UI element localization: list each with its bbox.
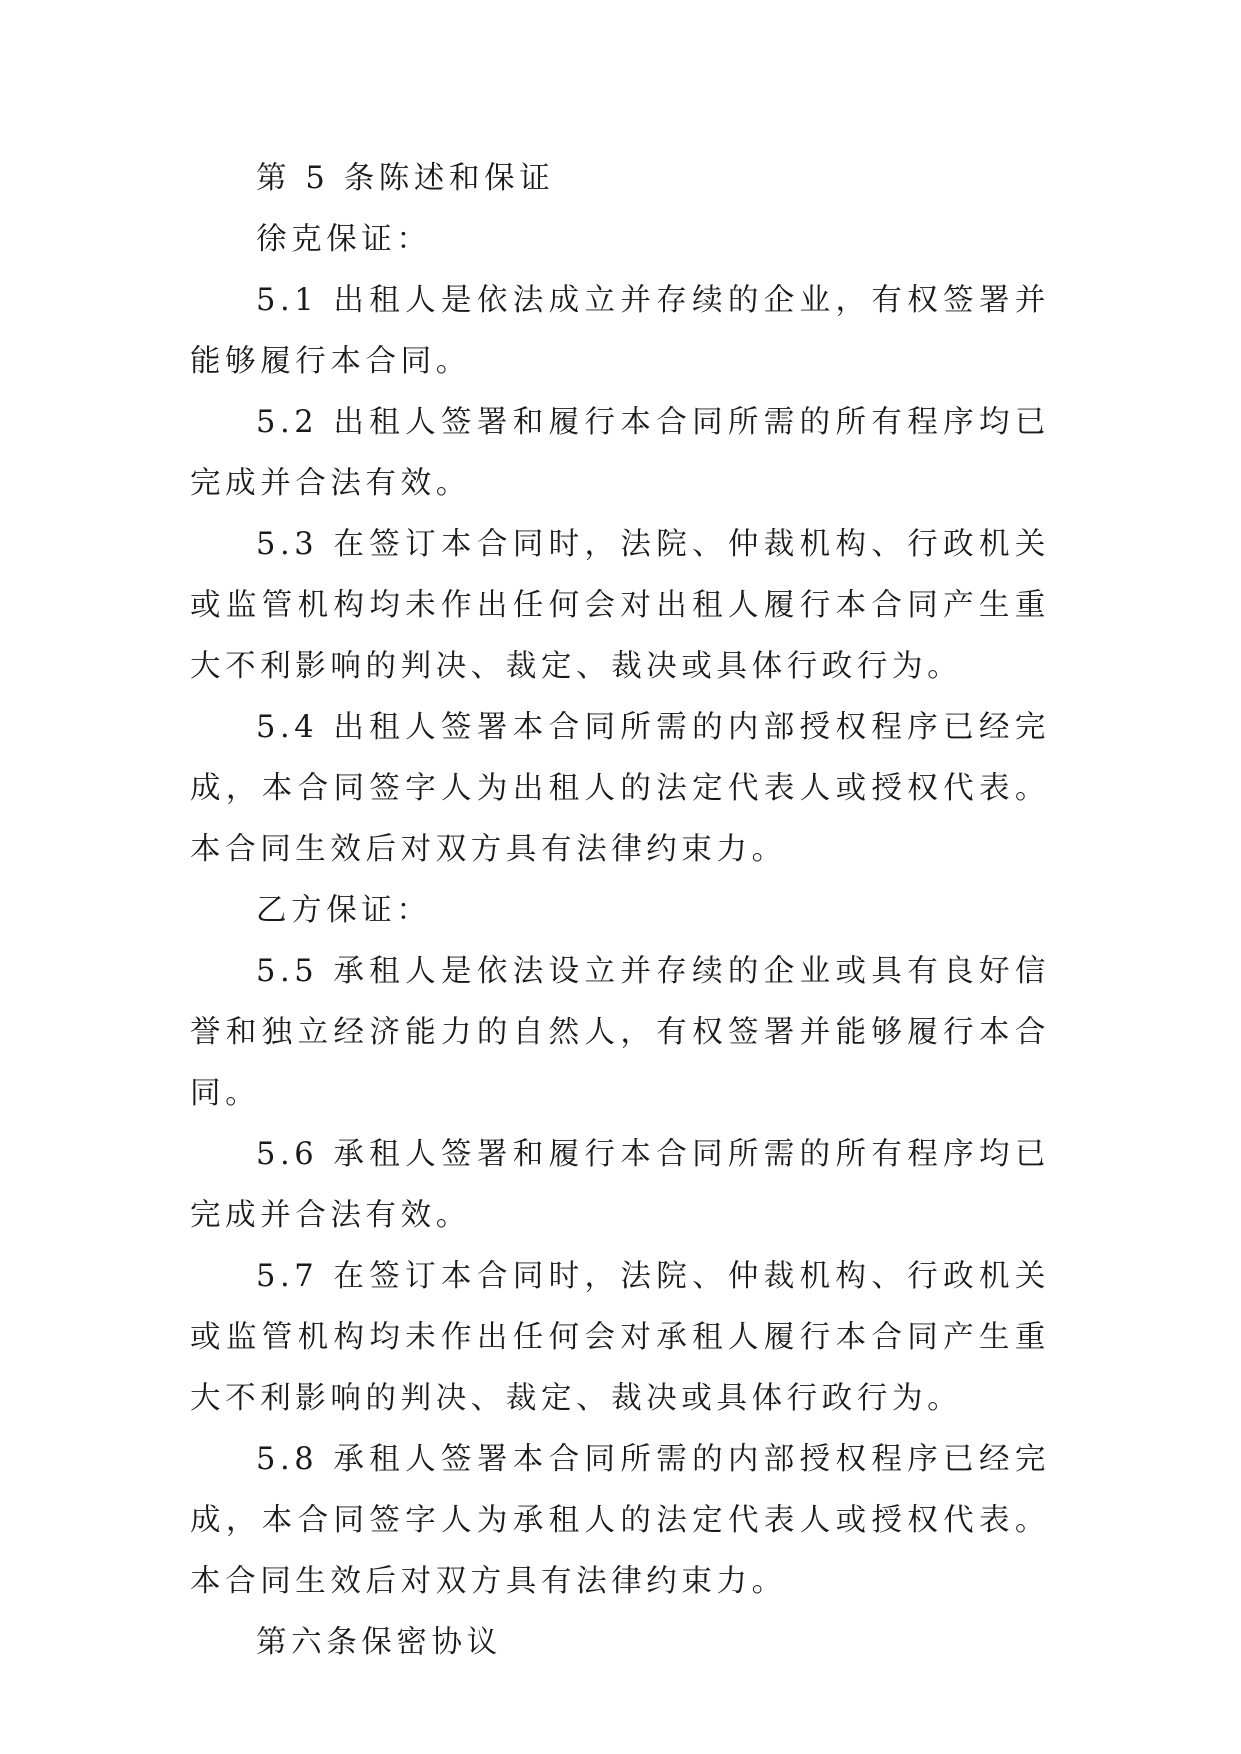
- clause-5-7: 5.7 在签订本合同时，法院、仲裁机构、行政机关或监管机构均未作出任何会对承租人履行本合同产生重大不利影响的判决、裁定、裁决或具体行政行为。: [190, 1259, 1050, 1416]
- clause-5-3: 5.3 在签订本合同时，法院、仲裁机构、行政机关或监管机构均未作出任何会对出租人履行本合同产生重大不利影响的判决、裁定、裁决或具体行政行为。: [190, 527, 1050, 684]
- clause-5-6: 5.6 承租人签署和履行本合同所需的所有程序均已完成并合法有效。: [190, 1137, 1050, 1233]
- article-5-heading: 第 5 条陈述和保证: [256, 161, 555, 196]
- clause-5-5: 5.5 承租人是依法设立并存续的企业或具有良好信誉和独立经济能力的自然人，有权签署并能够履行本合同。: [190, 954, 1050, 1111]
- lessee-warranty-heading: 乙方保证：: [256, 893, 432, 928]
- lessor-warranty-heading: 徐克保证：: [256, 222, 432, 257]
- document-body: [190, 148, 1050, 1673]
- clause-5-1: 5.1 出租人是依法成立并存续的企业，有权签署并能够履行本合同。: [190, 283, 1050, 379]
- clause-5-8: 5.8 承租人签署本合同所需的内部授权程序已经完成，本合同签字人为承租人的法定代表人或授权代表。本合同生效后对双方具有法律约束力。: [190, 1442, 1050, 1599]
- clause-5-4: 5.4 出租人签署本合同所需的内部授权程序已经完成，本合同签字人为出租人的法定代表人或授权代表。本合同生效后对双方具有法律约束力。: [190, 710, 1050, 867]
- article-6-heading: 第六条保密协议: [256, 1625, 502, 1660]
- clause-5-2: 5.2 出租人签署和履行本合同所需的所有程序均已完成并合法有效。: [190, 405, 1050, 501]
